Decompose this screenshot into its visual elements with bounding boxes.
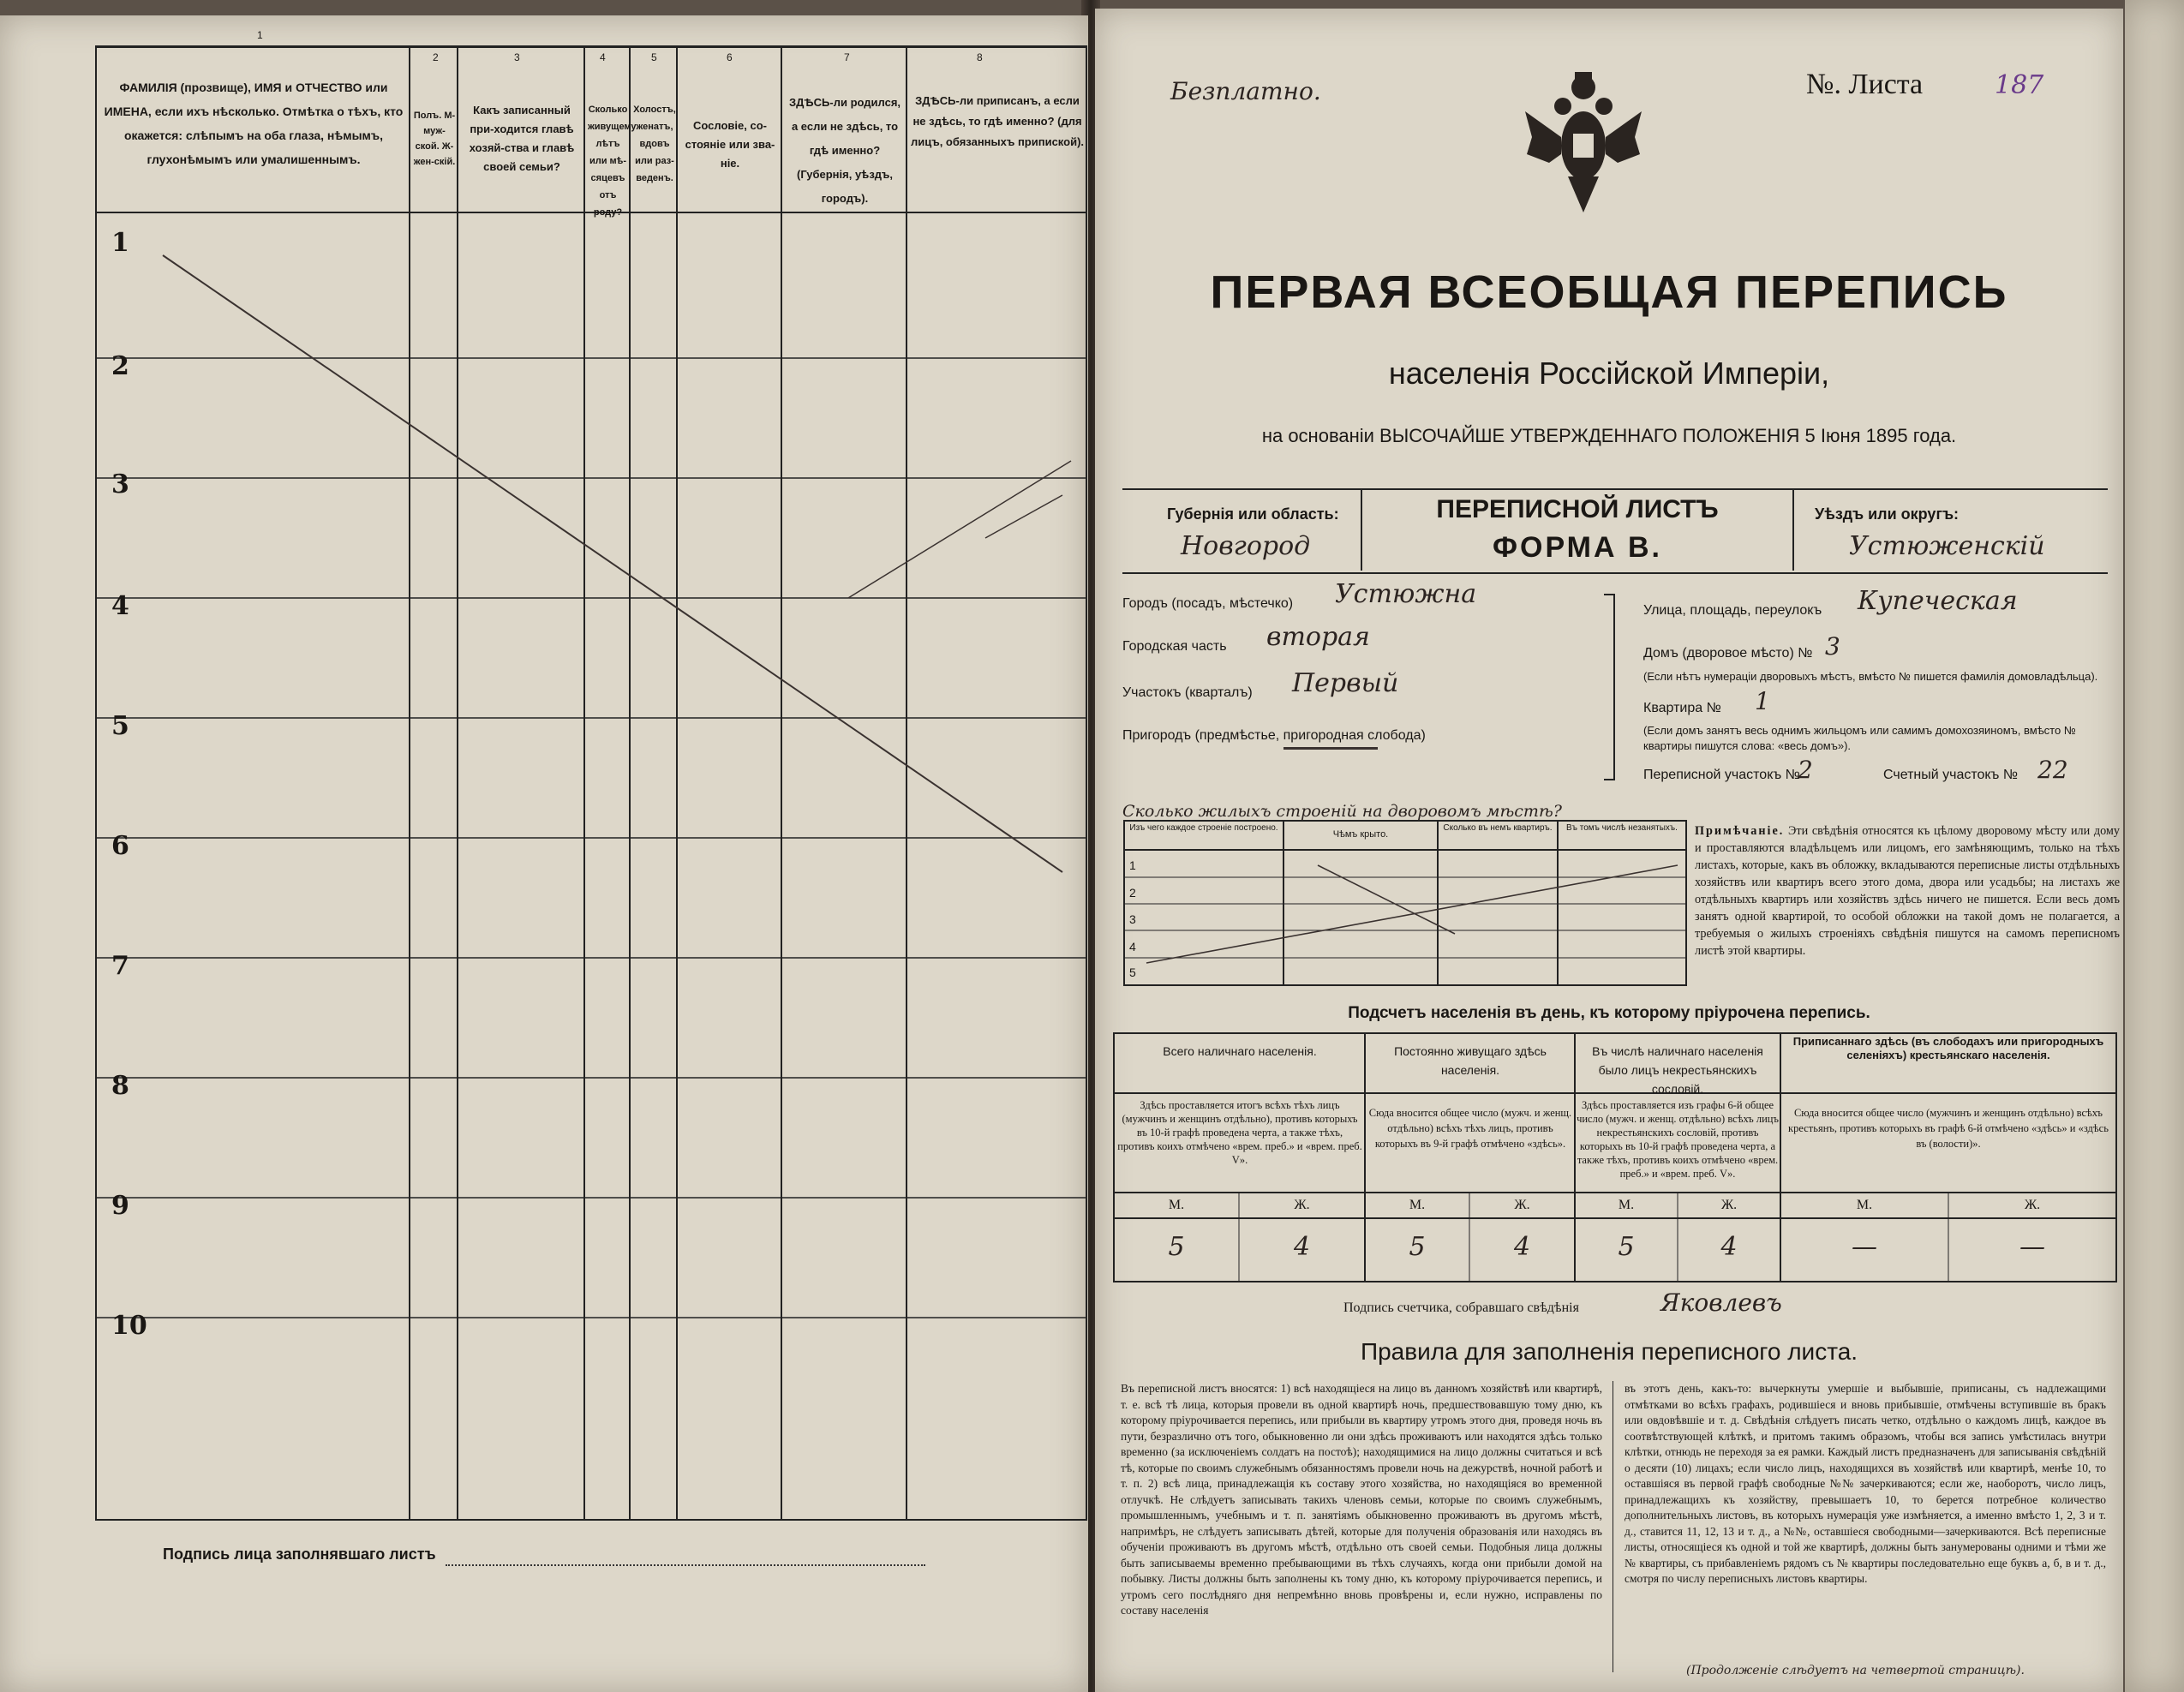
census-basis: на основаніи ВЫСОЧАЙШЕ УТВЕРЖДЕННАГО ПОЛОЖЕНІЯ 5 Іюня 1895 года. — [1261, 425, 1957, 446]
gubernia-label: Губернія или область: — [1167, 505, 1339, 523]
uezd-value[interactable]: Устюженскій — [1849, 531, 2045, 561]
col8-header: ЗДѢСЬ-ли приписанъ, а если не здѣсь, то гдѣ именно? (для лицъ, обязанныхъ припиской). — [910, 94, 1085, 148]
rules-left-column: Въ переписной листъ вносятся: 1) всѣ находящіеся на лицо въ данномъ хозяйствѣ или квартирѣ, т. е. всѣ тѣ лица, которыя провели въ одной квартирѣ ночь, предшествовавшую тому дню, къ которому пріурочивается перепись, или прибыли въ квартиру утромъ этого дня, проведя ночь въ пути, безразлично отъ того, обыкновенно ли они здѣсь проживаютъ или находятся здѣсь только временно (за исключеніемъ солдатъ на постоѣ); находящимися на лицо должны считаться и всѣ тѣ, которые по своимъ служебнымъ обязанностямъ провели ночь на дежурствѣ, ночной работѣ и т. п. 2) всѣ лица, принадлежащія къ составу этого хозяйства, но находящіяся во временной отлучкѣ. Не слѣдуетъ записывать такихъ членовъ семьи, которые по своимъ служебнымъ, промышленнымъ, учебнымъ и т. п. занятіямъ обыкновенно проживаютъ въ другомъ мѣстѣ, напримѣръ, не слѣдуетъ записывать дѣтей, которые для полученія образованія или находясь въ обученіи проживаютъ въ другомъ мѣстѣ, отдѣльно отъ своей семьи. Подобныя лица должны быть записываемы временно пребывающими въ тѣхъ случаяхъ, когда они прибыли домой на побывку. Листы должны быть заполнены къ тому дню, къ которому пріурочивается перепись, и утромъ сего послѣдняго дня непремѣнно вновь провѣрены и, если нужно, исправлены по составу населенія — [1121, 1382, 1602, 1617]
census-area-value[interactable]: 2 — [1798, 756, 1813, 784]
tally-zh-3: Ж. — [1720, 1198, 1738, 1212]
col-num-4: 4 — [600, 51, 606, 63]
district-label: Участокъ (кварталъ) — [1122, 685, 1253, 700]
col-num-3: 3 — [514, 51, 520, 63]
tally-zh-2: Ж. — [1514, 1198, 1530, 1212]
row-number-2: 2 — [111, 351, 129, 381]
apt-note: (Если домъ занятъ весь однимъ жильцомъ или самимъ домохозяиномъ, вмѣсто № квартиры пишутся слова: «весь домъ»). — [1643, 724, 2076, 752]
tally-value-permanent-zh[interactable]: 4 — [1513, 1232, 1531, 1262]
col-num-8: 8 — [977, 51, 983, 63]
census-area-label: Переписной участокъ № — [1643, 768, 1800, 782]
tally-h-permanent: Постоянно живущаго здѣсь населенія. — [1394, 1044, 1547, 1077]
col6-header: Сословіе, со-стояніе или зва-ніе. — [685, 119, 775, 170]
row-number-1: 1 — [111, 228, 129, 258]
sheet-no-value: 187 — [1995, 70, 2044, 100]
signature-line — [446, 1564, 925, 1566]
row-number-6: 6 — [111, 831, 129, 861]
form-title: ПЕРЕПИСНОЙ ЛИСТЪ — [1436, 495, 1719, 523]
street-value[interactable]: Купеческая — [1858, 586, 2018, 616]
continued-note: (Продолженіе слѣдуетъ на четвертой страницѣ). — [1686, 1664, 2025, 1677]
col-num-2: 2 — [433, 51, 439, 63]
col3-header: Какъ записанный при-ходится главѣ хозяй-ства и главѣ своей семьи? — [469, 104, 575, 173]
left-page — [0, 15, 1088, 1692]
district-value[interactable]: Первый — [1292, 668, 1399, 698]
row-number-10: 10 — [111, 1311, 147, 1341]
count-area-value[interactable]: 22 — [2037, 756, 2068, 784]
house-value[interactable]: 3 — [1825, 632, 1840, 661]
row-number-8: 8 — [111, 1071, 129, 1101]
count-area-label: Счетный участокъ № — [1883, 768, 2019, 782]
bt-row-5: 5 — [1129, 966, 1136, 979]
buildings-question: Сколько жилыхъ строеній на дворовомъ мѣстѣ? — [1122, 802, 1562, 821]
row-number-4: 4 — [111, 591, 129, 621]
tally-m-3: М. — [1618, 1198, 1635, 1212]
tally-zh-1: Ж. — [1294, 1198, 1310, 1212]
street-label: Улица, площадь, переулокъ — [1643, 603, 1822, 618]
col7-header: ЗДѢСЬ-ли родился, а если не здѣсь, то гдѣ именно? (Губернія, уѣздъ, городъ). — [788, 96, 901, 205]
bt-header-vacant: Въ томъ числѣ незанятыхъ. — [1566, 823, 1678, 833]
row-number-7: 7 — [111, 951, 129, 981]
tally-d-nonpeasant: Здѣсь проставляется изъ графы 6-й общее число (мужч. и женщ. отдѣльно) всѣхъ лицъ некрестьянскихъ сословій, противъ которыхъ въ 10-й графѣ проведена черта, а также тѣхъ, противъ коихъ отмѣчено «врем. преб.» и «врем. преб. V». — [1577, 1099, 1779, 1180]
census-subtitle: населенія Россійской Имперіи, — [1388, 356, 1830, 391]
suburb-label: Пригородъ (предмѣстье, пригородная слобода) — [1122, 728, 1426, 743]
row-number-9: 9 — [111, 1191, 129, 1221]
sheet-no-label: №. Листа — [1806, 69, 1924, 100]
tally-m-1: М. — [1168, 1198, 1185, 1212]
bt-header-apartments: Сколько въ немъ квартиръ. — [1443, 823, 1553, 833]
row-number-5: 5 — [111, 711, 129, 741]
bt-header-roof: Чѣмъ крыто. — [1332, 829, 1389, 840]
col-num-6: 6 — [727, 51, 733, 63]
counter-sign-value[interactable]: Яковлевъ — [1660, 1288, 1782, 1317]
house-note: (Если нѣтъ нумераціи дворовыхъ мѣстъ, вмѣсто № пишется фамилія домовладѣльца). — [1643, 670, 2098, 683]
col4-header: Сколько живущему лѣтъ или мѣ-сяцевъ отъ роду? — [588, 105, 637, 218]
form-subtitle: ФОРМА В. — [1492, 531, 1663, 564]
free-label: Безплатно. — [1170, 77, 1321, 105]
tally-d-permanent: Сюда вносится общее число (мужч. и женщ. отдѣльно) всѣхъ тѣхъ лицъ, противъ которыхъ въ 9-й графѣ отмѣчено «здѣсь». — [1368, 1107, 1572, 1150]
bt-row-2: 2 — [1129, 886, 1136, 900]
col-num-7: 7 — [844, 51, 850, 63]
tally-m-2: М. — [1409, 1198, 1426, 1212]
gubernia-value[interactable]: Новгород — [1181, 531, 1311, 561]
bt-row-3: 3 — [1129, 912, 1136, 926]
household-grid — [0, 15, 1088, 1692]
next-sheet-edge — [2125, 0, 2184, 1692]
bt-header-material: Изъ чего каждое строеніе построено. — [1129, 823, 1278, 833]
right-page — [1095, 9, 2123, 1692]
tally-h-peasant: Приписаннаго здѣсь (въ слободахъ или пригородныхъ селеніяхъ) крестьянскаго населенія. — [1792, 1035, 2104, 1061]
tally-d-total: Здѣсь проставляется итогъ всѣхъ тѣхъ лицъ (мужчинъ и женщинъ отдѣльно), противъ которыхъ въ 10-й графѣ проведена черта, а также тѣхъ, противъ коихъ отмѣчено «врем. преб.» и «врем. преб. V». — [1117, 1099, 1362, 1166]
col5-header: Холостъ, женатъ, вдовъ или раз-веденъ. — [633, 105, 676, 183]
tally-value-permanent-m[interactable]: 5 — [1409, 1232, 1426, 1262]
note-title: Примѣчаніе. — [1695, 824, 1785, 838]
city-value[interactable]: Устюжна — [1335, 579, 1477, 609]
rules-right-column: въ этотъ день, какъ-то: вычеркнуты умершіе и выбывшіе, приписаны, съ надлежащими отмѣтками во всѣхъ графахъ, родившіеся и вновь прибывшіе, отмѣчены вступившіе въ бракъ или овдовѣвшіе и т. д. Свѣдѣнія слѣдуетъ писать четко, отдѣльно о каждомъ лицѣ, каждое въ соотвѣтствующей клѣткѣ, и притомъ такимъ образомъ, чтобы вся запись умѣстилась внутри клѣтки, отнюдь не переходя за ея рамки. Каждый листъ предназначенъ для записыванія свѣдѣній о десяти (10) лицахъ; если число лицъ, находящихся въ хозяйствѣ или квартирѣ, менѣе 10, то оставшіяся въ первой графѣ свободные №№ зачеркиваются; если же, наоборотъ, число лицъ, принадлежащихъ къ хозяйству, превышаетъ 10, то берется потребное количество дополнительныхъ листовъ, въ которыхъ нумерація уже измѣняется, а именно вмѣсто 1, 2, 3 и т. д., ставится 11, 12, 13 и т. д., а №№, оставшіеся свободными—зачеркиваются. Всѣ переписные листы, относящіеся къ одной и той же квартирѣ, должны быть занумерованы одними и тѣми же № квартиры, съ прибавленіемъ рядомъ съ № квартиры последовательно еще буквъ а, б, в и т. д., смотря по числу переписныхъ листовъ квартиры. — [1625, 1382, 2106, 1585]
col-num-1: 1 — [257, 29, 263, 41]
note-text: Эти свѣдѣнія относятся къ цѣлому дворовому мѣсту или дому и проставляются владѣльцемъ или лицомъ, его замѣняющимъ, только на тѣхъ листахъ, которые, какъ въ обложку, вкладываются переписные листы отдѣльныхъ хозяйствъ или квартиръ всего этого дома, двора или усадьбы; на листахъ же отдѣльныхъ квартиръ или хозяйствъ здѣсь ничего не пишется. Если весь домъ занятъ одной квартирой, то особой обложки на такой домъ не полагается, а требуемыя о жилыхъ строеніяхъ свѣдѣнія пишутся на самомъ переписномъ листѣ этой квартиры. — [1695, 824, 2121, 958]
counter-sign-label: Подпись счетчика, собравшаго свѣдѣнія — [1343, 1300, 1579, 1315]
tally-value-nonpeasant-zh[interactable]: 4 — [1720, 1232, 1738, 1262]
part-value[interactable]: вторая — [1266, 622, 1370, 652]
rules-title: Правила для заполненія переписного листа. — [1360, 1338, 1858, 1365]
tally-value-peasant-zh[interactable]: — — [2019, 1232, 2045, 1262]
tally-value-nonpeasant-m[interactable]: 5 — [1618, 1232, 1635, 1262]
tally-h-nonpeasant: Въ числѣ наличнаго населенія было лицъ некрестьянскихъ сословій. — [1592, 1044, 1763, 1096]
tally-value-peasant-m[interactable]: — — [1852, 1232, 1877, 1262]
part-label: Городская часть — [1122, 639, 1227, 654]
city-label: Городъ (посадъ, мѣстечко) — [1122, 596, 1294, 611]
col-num-5: 5 — [651, 51, 657, 63]
tally-value-total-zh[interactable]: 4 — [1293, 1232, 1311, 1262]
col1-header: ФАМИЛІЯ (прозвище), ИМЯ и ОТЧЕСТВО или ИМЕНА, если ихъ нѣсколько. Отмѣтка о тѣхъ, кто окажется: слѣпымъ на оба глаза, нѣмымъ, глухонѣмымъ или умалишеннымъ. — [104, 81, 404, 166]
col2-header: Полъ. М-муж-ской. Ж-жен-скій. — [413, 111, 456, 167]
bt-row-4: 4 — [1129, 940, 1136, 954]
row-number-3: 3 — [111, 469, 129, 499]
tally-value-total-m[interactable]: 5 — [1168, 1232, 1185, 1262]
uezd-label: Уѣздъ или округъ: — [1815, 505, 1960, 523]
bt-row-1: 1 — [1129, 858, 1136, 872]
house-label: Домъ (дворовое мѣсто) № — [1643, 646, 1813, 661]
tally-h-total: Всего наличнаго населенія. — [1163, 1044, 1317, 1058]
apt-value[interactable]: 1 — [1755, 687, 1770, 715]
tally-d-peasant: Сюда вносится общее число (мужчинъ и женщинъ отдѣльно) всѣхъ крестьянъ, противъ которыхъ въ графѣ 6-й отмѣчено «здѣсь» и «здѣсь въ (волости)». — [1788, 1107, 2109, 1150]
apt-label: Квартира № — [1643, 701, 1721, 715]
tally-zh-4: Ж. — [2024, 1198, 2041, 1212]
signature-label: Подпись лица заполнявшаго листъ — [163, 1546, 436, 1563]
census-title: ПЕРВАЯ ВСЕОБЩАЯ ПЕРЕПИСЬ — [1210, 266, 2008, 318]
tally-m-4: М. — [1856, 1198, 1873, 1212]
tally-title: Подсчетъ населенія въ день, къ которому пріурочена перепись. — [1348, 1004, 1870, 1022]
